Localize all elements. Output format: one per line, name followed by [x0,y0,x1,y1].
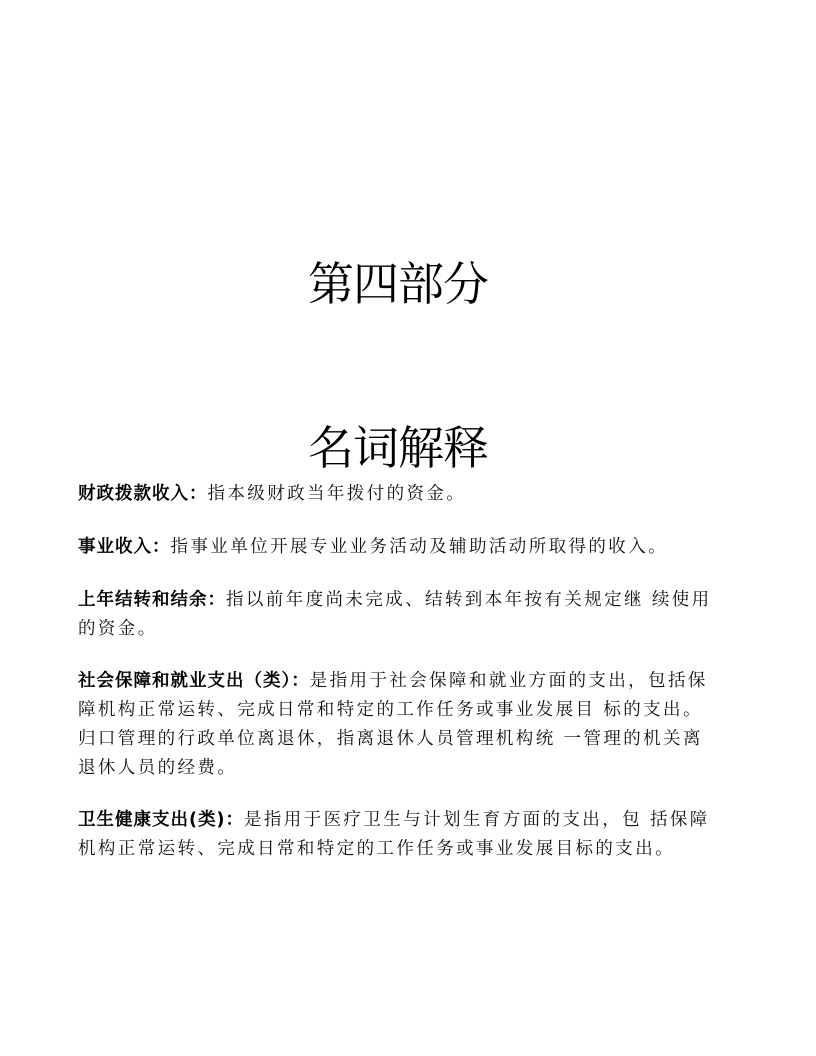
term-definition: 指事业单位开展专业业务活动及辅助活动所取得的收入。 [170,537,668,557]
glossary-entry [78,533,718,562]
term-name: 社会保障和就业支出（类） [78,671,292,691]
part-title: 第四部分 [308,257,488,311]
glossary-list [78,480,718,888]
term-separator: ： [291,671,310,691]
term-definition: 指以前年度尚未完成、结转到本年按有关规定继 续使用的资金。 [78,590,712,639]
term-separator: ： [225,810,244,830]
term-name: 卫生健康支出(类) [78,810,226,830]
term-definition: 是指用于社会保障和就业方面的支出，包括保障机构正常运转、完成日常和特定的工作任务或事业发展目 标的支出。归口管理的行政单位离退休，指离退休人员管理机构统 一管理的机关离退休人员的经费。 [78,671,708,778]
term-definition: 指本级财政当年拨付的资金。 [207,484,467,504]
glossary-entry [78,586,718,644]
glossary-entry [78,667,718,783]
glossary-entry [78,480,718,509]
glossary-entry [78,806,718,864]
term-separator: ： [189,484,208,504]
term-name: 事业收入 [78,537,152,557]
term-name: 财政拨款收入 [78,484,189,504]
section-title: 名词解释 [308,421,488,475]
term-separator: ： [152,537,171,557]
term-separator: ： [207,590,226,610]
term-definition: 是指用于医疗卫生与计划生育方面的支出，包 括保障机构正常运转、完成日常和特定的工作任务或事业发展目标的支出。 [78,810,710,859]
term-name: 上年结转和结余 [78,590,208,610]
